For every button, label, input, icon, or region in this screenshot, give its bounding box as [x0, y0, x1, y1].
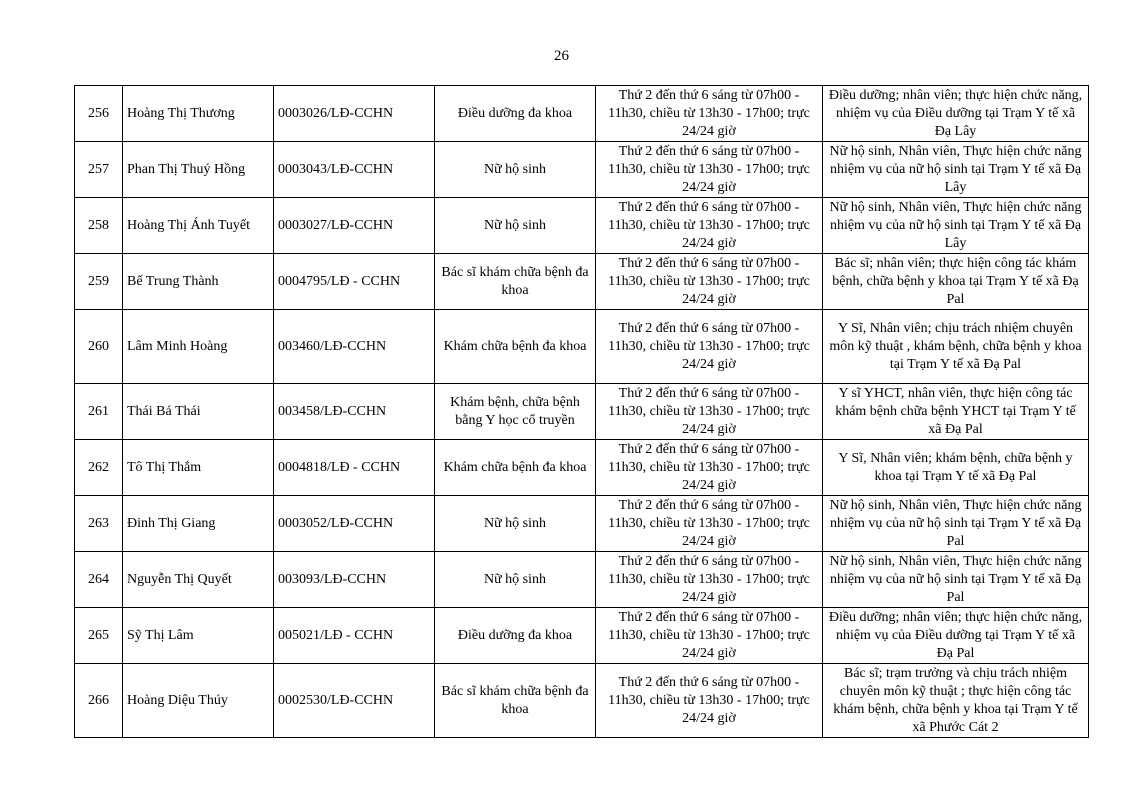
working-hours: Thứ 2 đến thứ 6 sáng từ 07h00 - 11h30, chiều từ 13h30 - 17h00; trực 24/24 giờ — [596, 142, 823, 198]
working-hours: Thứ 2 đến thứ 6 sáng từ 07h00 - 11h30, chiều từ 13h30 - 17h00; trực 24/24 giờ — [596, 198, 823, 254]
practice-scope: Nữ hộ sinh — [435, 142, 596, 198]
position-role: Nữ hộ sinh, Nhân viên, Thực hiện chức năng nhiệm vụ của nữ hộ sinh tại Trạm Y tế xã Đạ Pal — [823, 552, 1089, 608]
row-number: 260 — [75, 310, 123, 384]
table-row — [75, 254, 1089, 310]
working-hours: Thứ 2 đến thứ 6 sáng từ 07h00 - 11h30, chiều từ 13h30 - 17h00; trực 24/24 giờ — [596, 496, 823, 552]
staff-name: Lâm Minh Hoàng — [123, 310, 274, 384]
row-number: 256 — [75, 86, 123, 142]
staff-name: Hoàng Diệu Thúy — [123, 664, 274, 738]
working-hours: Thứ 2 đến thứ 6 sáng từ 07h00 - 11h30, chiều từ 13h30 - 17h00; trực 24/24 giờ — [596, 310, 823, 384]
certificate-number: 0004818/LĐ - CCHN — [274, 440, 435, 496]
practice-scope: Nữ hộ sinh — [435, 496, 596, 552]
working-hours: Thứ 2 đến thứ 6 sáng từ 07h00 - 11h30, chiều từ 13h30 - 17h00; trực 24/24 giờ — [596, 86, 823, 142]
position-role: Nữ hộ sinh, Nhân viên, Thực hiện chức năng nhiệm vụ của nữ hộ sinh tại Trạm Y tế xã Đạ Pal — [823, 496, 1089, 552]
table-row — [75, 310, 1089, 384]
position-role: Y Sĩ, Nhân viên; chịu trách nhiệm chuyên môn kỹ thuật , khám bệnh, chữa bệnh y khoa tại Trạm Y tế xã Đạ Pal — [823, 310, 1089, 384]
working-hours: Thứ 2 đến thứ 6 sáng từ 07h00 - 11h30, chiều từ 13h30 - 17h00; trực 24/24 giờ — [596, 608, 823, 664]
table-row — [75, 608, 1089, 664]
certificate-number: 0003043/LĐ-CCHN — [274, 142, 435, 198]
staff-name: Hoàng Thị Ánh Tuyết — [123, 198, 274, 254]
working-hours: Thứ 2 đến thứ 6 sáng từ 07h00 - 11h30, chiều từ 13h30 - 17h00; trực 24/24 giờ — [596, 440, 823, 496]
working-hours: Thứ 2 đến thứ 6 sáng từ 07h00 - 11h30, chiều từ 13h30 - 17h00; trực 24/24 giờ — [596, 254, 823, 310]
certificate-number: 0004795/LĐ - CCHN — [274, 254, 435, 310]
position-role: Y Sĩ, Nhân viên; khám bệnh, chữa bệnh y khoa tại Trạm Y tế xã Đạ Pal — [823, 440, 1089, 496]
table-row — [75, 198, 1089, 254]
working-hours: Thứ 2 đến thứ 6 sáng từ 07h00 - 11h30, chiều từ 13h30 - 17h00; trực 24/24 giờ — [596, 664, 823, 738]
row-number: 258 — [75, 198, 123, 254]
position-role: Nữ hộ sinh, Nhân viên, Thực hiện chức năng nhiệm vụ của nữ hộ sinh tại Trạm Y tế xã Đạ Lây — [823, 198, 1089, 254]
staff-name: Phan Thị Thuý Hồng — [123, 142, 274, 198]
table-row — [75, 142, 1089, 198]
position-role: Điều dưỡng; nhân viên; thực hiện chức năng, nhiệm vụ của Điều dưỡng tại Trạm Y tế xã Đạ Pal — [823, 608, 1089, 664]
position-role: Y sĩ YHCT, nhân viên, thực hiện công tác khám bệnh chữa bệnh YHCT tại Trạm Y tế xã Đạ Pal — [823, 384, 1089, 440]
working-hours: Thứ 2 đến thứ 6 sáng từ 07h00 - 11h30, chiều từ 13h30 - 17h00; trực 24/24 giờ — [596, 552, 823, 608]
certificate-number: 0003027/LĐ-CCHN — [274, 198, 435, 254]
practice-scope: Bác sĩ khám chữa bệnh đa khoa — [435, 254, 596, 310]
table-row — [75, 440, 1089, 496]
row-number: 266 — [75, 664, 123, 738]
position-role: Điều dưỡng; nhân viên; thực hiện chức năng, nhiệm vụ của Điều dưỡng tại Trạm Y tế xã Đạ Lây — [823, 86, 1089, 142]
table-row — [75, 496, 1089, 552]
position-role: Bác sĩ; nhân viên; thực hiện công tác khám bệnh, chữa bệnh y khoa tại Trạm Y tế xã Đạ Pal — [823, 254, 1089, 310]
page-number: 26 — [554, 48, 569, 64]
certificate-number: 0003026/LĐ-CCHN — [274, 86, 435, 142]
table-row — [75, 86, 1089, 142]
certificate-number: 003458/LĐ-CCHN — [274, 384, 435, 440]
row-number: 264 — [75, 552, 123, 608]
practice-scope: Khám chữa bệnh đa khoa — [435, 440, 596, 496]
certificate-number: 0003052/LĐ-CCHN — [274, 496, 435, 552]
table-row — [75, 552, 1089, 608]
practice-scope: Điều dưỡng đa khoa — [435, 86, 596, 142]
row-number: 265 — [75, 608, 123, 664]
staff-name: Sỹ Thị Lâm — [123, 608, 274, 664]
certificate-number: 0002530/LĐ-CCHN — [274, 664, 435, 738]
row-number: 257 — [75, 142, 123, 198]
row-number: 261 — [75, 384, 123, 440]
row-number: 263 — [75, 496, 123, 552]
certificate-number: 003093/LĐ-CCHN — [274, 552, 435, 608]
staff-name: Hoàng Thị Thương — [123, 86, 274, 142]
practice-scope: Nữ hộ sinh — [435, 198, 596, 254]
practice-scope: Khám chữa bệnh đa khoa — [435, 310, 596, 384]
practice-scope: Bác sĩ khám chữa bệnh đa khoa — [435, 664, 596, 738]
row-number: 262 — [75, 440, 123, 496]
position-role: Nữ hộ sinh, Nhân viên, Thực hiện chức năng nhiệm vụ của nữ hộ sinh tại Trạm Y tế xã Đạ Lây — [823, 142, 1089, 198]
practice-scope: Khám bệnh, chữa bệnh bằng Y học cổ truyền — [435, 384, 596, 440]
position-role: Bác sĩ; trạm trưởng và chịu trách nhiệm chuyên môn kỹ thuật ; thực hiện công tác khám bệnh, chữa bệnh y khoa tại Trạm Y tế xã Phước Cát 2 — [823, 664, 1089, 738]
row-number: 259 — [75, 254, 123, 310]
staff-name: Thái Bá Thái — [123, 384, 274, 440]
table-row — [75, 664, 1089, 738]
staff-name: Nguyễn Thị Quyết — [123, 552, 274, 608]
staff-name: Đinh Thị Giang — [123, 496, 274, 552]
practice-scope: Nữ hộ sinh — [435, 552, 596, 608]
staff-table — [74, 85, 1089, 738]
certificate-number: 005021/LĐ - CCHN — [274, 608, 435, 664]
certificate-number: 003460/LĐ-CCHN — [274, 310, 435, 384]
working-hours: Thứ 2 đến thứ 6 sáng từ 07h00 - 11h30, chiều từ 13h30 - 17h00; trực 24/24 giờ — [596, 384, 823, 440]
practice-scope: Điều dưỡng đa khoa — [435, 608, 596, 664]
table-row — [75, 384, 1089, 440]
staff-name: Bế Trung Thành — [123, 254, 274, 310]
staff-name: Tô Thị Thắm — [123, 440, 274, 496]
